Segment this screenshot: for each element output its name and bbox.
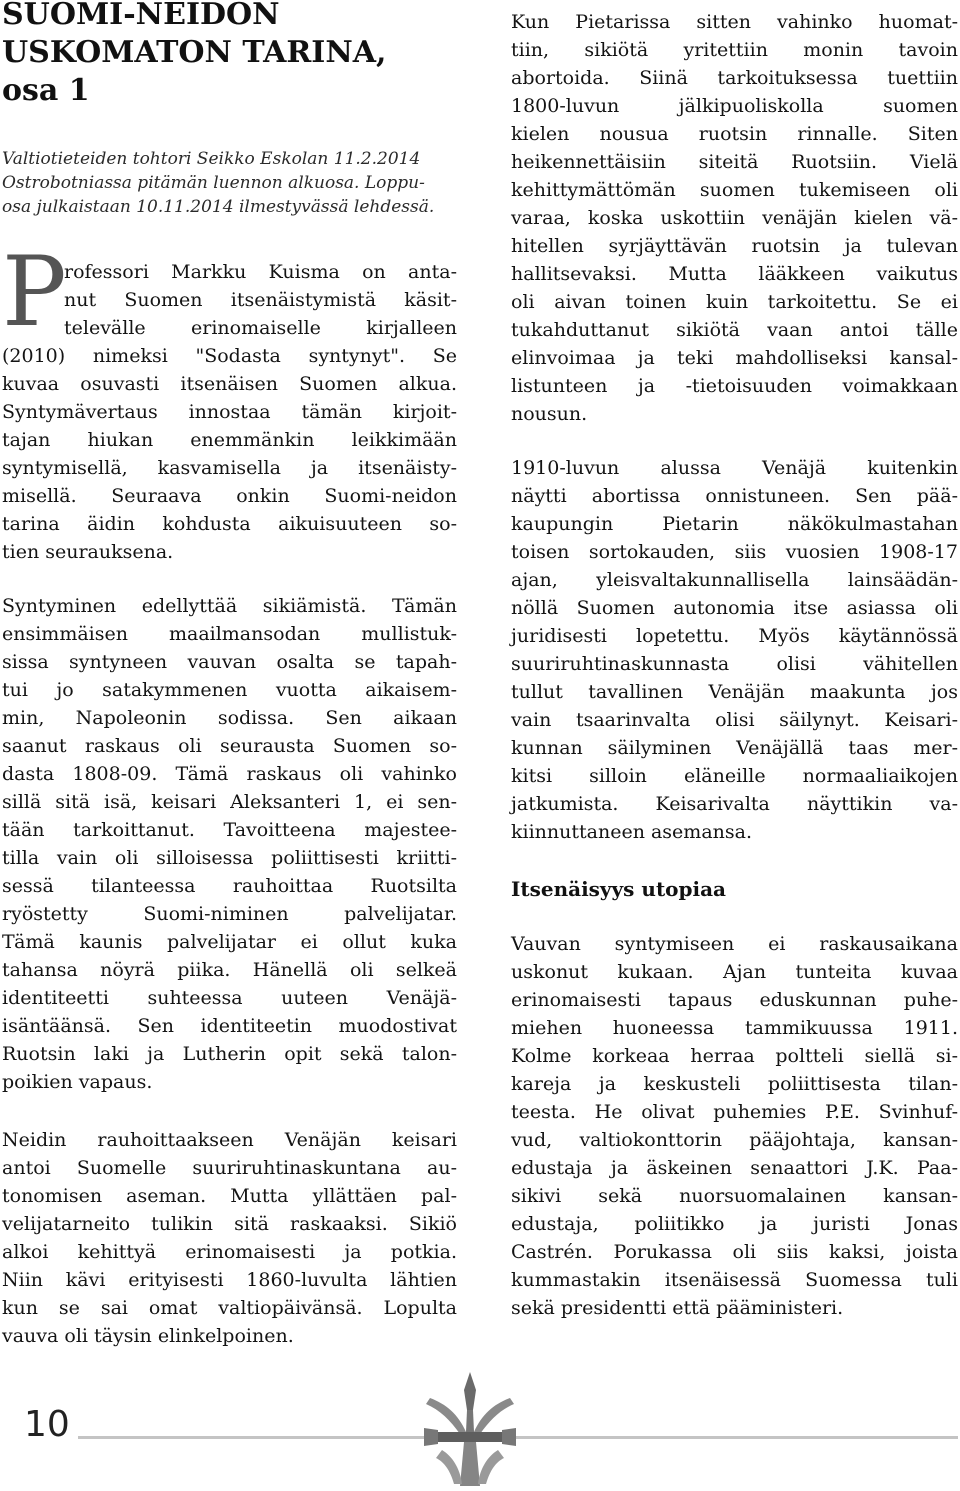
text-line: tonomisen aseman. Mutta yllättäen pal- <box>2 1185 457 1207</box>
text-line: Tämä kaunis palvelijatar ei ollut kuka <box>2 931 457 953</box>
paragraph-1910s <box>511 454 958 846</box>
text-line: oli aivan toinen kuin tarkoitettu. Se ei <box>511 291 958 313</box>
text-line: vauva oli täysin elinkelpoinen. <box>2 1325 294 1347</box>
text-line: Syntymävertaus innostaa tämän kirjoit- <box>2 401 457 423</box>
paragraph-birth <box>2 592 457 1096</box>
text-line: nut Suomen itsenäistymistä käsit- <box>64 289 457 311</box>
text-line: erinomaisesti tapaus eduskunnan puhe- <box>511 989 958 1011</box>
text-line: abortoida. Siinä tarkoituksessa tuettiin <box>511 67 958 89</box>
byline-line: osa julkaistaan 10.11.2014 ilmestyvässä lehdessä. <box>2 197 435 217</box>
text-line: syntymisellä, kasvamisella ja itsenäisty- <box>2 457 457 479</box>
page-number: 10 <box>24 1404 70 1445</box>
text-line: hitellen syrjäyttävän ruotsin ja tulevan <box>511 235 958 257</box>
text-line: ajan, yleisvaltakunnallisella lainsäädän- <box>511 569 958 591</box>
text-line: poikien vapaus. <box>2 1071 153 1093</box>
text-line: Neidin rauhoittaakseen Venäjän keisari <box>2 1129 457 1151</box>
paragraph-utopia <box>511 930 958 1322</box>
text-line: miehen huoneessa tammikuussa 1911. <box>511 1017 958 1039</box>
text-line: vain tsaarinvalta olisi säilynyt. Keisari- <box>511 709 958 731</box>
text-line: jatkumista. Keisarivalta näyttikin va- <box>511 793 958 815</box>
text-line: alkoi kehittyä erinomaisesti ja potkia. <box>2 1241 457 1263</box>
text-line: tajan hiukan enemmänkin leikkimään <box>2 429 457 451</box>
text-line: uskonut kukaan. Ajan tunteita kuvaa <box>511 961 958 983</box>
text-line: dasta 1808-09. Tämä raskaus oli vahinko <box>2 763 457 785</box>
text-line: isäntäänsä. Sen identiteetin muodostivat <box>2 1015 457 1037</box>
text-line: tui jo satakymmenen vuotta aikaisem- <box>2 679 457 701</box>
text-line: tien seurauksena. <box>2 541 174 563</box>
text-line: edustaja ja äskeinen senaattori J.K. Paa- <box>511 1157 958 1179</box>
text-line: ensimmäisen maailmansodan mullistuk- <box>2 623 457 645</box>
text-line: elinvoimaa ja teki mahdolliseksi kansal- <box>511 347 958 369</box>
text-line: kiinnuttaneen asemansa. <box>511 821 752 843</box>
text-line: toisen sortokauden, siis vuosien 1908-17 <box>511 541 958 563</box>
text-line: kehittymättömän suomen tukemiseen oli <box>511 179 958 201</box>
text-line: Kolme korkeaa herraa poltteli siellä si- <box>511 1045 958 1067</box>
jaeger-cross-emblem-icon <box>420 1370 520 1488</box>
text-line: rofessori Markku Kuisma on anta- <box>64 261 457 283</box>
text-line: identiteetti suhteessa uuteen Venäjä- <box>2 987 457 1009</box>
paragraph-abortion <box>511 8 958 428</box>
text-line: sikivi sekä nuorsuomalainen kansan- <box>511 1185 958 1207</box>
text-line: Vauvan syntymiseen ei raskausaikana <box>511 933 958 955</box>
text-line: heikennettäisiin siteitä Ruotsiin. Vielä <box>511 151 958 173</box>
text-line: juridisesti lopetettu. Myös käytännössä <box>511 625 958 647</box>
text-line: sissa syntyneen vauvan osalta se tapah- <box>2 651 457 673</box>
text-line: misellä. Seuraava onkin Suomi-neidon <box>2 485 457 507</box>
text-line: kareja ja keskusteli poliittisesta tilan- <box>511 1073 958 1095</box>
text-line: min, Napoleonin sodissa. Sen aikaan <box>2 707 457 729</box>
text-line: tukahduttanut sikiötä vaan antoi tälle <box>511 319 958 341</box>
section-heading: Itsenäisyys utopiaa <box>511 877 727 901</box>
title-line: USKOMATON TARINA, <box>2 35 387 70</box>
text-line: Niin kävi erityisesti 1860-luvulta lähtien <box>2 1269 457 1291</box>
title-line: SUOMI-NEIDON <box>2 0 280 32</box>
byline-line: Valtiotieteiden tohtori Seikko Eskolan 11.2.2014 <box>2 149 421 169</box>
drop-cap: P <box>2 236 67 348</box>
text-line: antoi Suomelle suuriruhtinaskuntana au- <box>2 1157 457 1179</box>
text-line: vud, valtiokonttorin pääjohtaja, kansan- <box>511 1129 958 1151</box>
text-line: Kun Pietarissa sitten vahinko huomat- <box>511 11 958 33</box>
intro-paragraph <box>2 258 457 566</box>
text-line: listunteen ja -tietoisuuden voimakkaan <box>511 375 958 397</box>
text-line: nöllä Suomen autonomia itse asiassa oli <box>511 597 958 619</box>
text-line: tarina äidin kohdusta aikuisuuteen so- <box>2 513 457 535</box>
text-line: kitsi silloin eläneille normaaliaikojen <box>511 765 958 787</box>
text-line: edustaja, poliitikko ja juristi Jonas <box>511 1213 958 1235</box>
text-line: kuvaa osuvasti itsenäisen Suomen alkua. <box>2 373 457 395</box>
text-line: hallitsevaksi. Mutta lääkkeen vaikutus <box>511 263 958 285</box>
text-line: sekä presidentti että pääministeri. <box>511 1297 844 1319</box>
byline-line: Ostrobotniassa pitämän luennon alkuosa. Loppu- <box>2 173 425 193</box>
text-line: Syntyminen edellyttää sikiämistä. Tämän <box>2 595 457 617</box>
text-line: suuriruhtinaskunnasta olisi vähitellen <box>511 653 958 675</box>
page-footer <box>0 1370 960 1491</box>
text-line: televälle erinomaiselle kirjalleen <box>64 317 457 339</box>
text-line: varaa, koska uskottiin venäjän kielen vä- <box>511 207 958 229</box>
text-line: 1800-luvun jälkipuoliskolla suomen <box>511 95 958 117</box>
paragraph-autonomy <box>2 1126 457 1350</box>
text-line: kun se sai omat valtiopäivänsä. Lopulta <box>2 1297 457 1319</box>
text-line: teesta. He olivat puhemies P.E. Svinhuf- <box>511 1101 958 1123</box>
text-line: (2010) nimeksi "Sodasta syntynyt". Se <box>2 345 457 367</box>
text-line: tahansa nöyrä piika. Hänellä oli selkeä <box>2 959 457 981</box>
text-line: tullut tavallinen Venäjän maakunta jos <box>511 681 958 703</box>
text-line: näytti abortissa onnistuneen. Sen pää- <box>511 485 958 507</box>
text-line: tiin, sikiötä yritettiin monin tavoin <box>511 39 958 61</box>
text-line: saanut raskaus oli seurausta Suomen so- <box>2 735 457 757</box>
article-byline <box>2 147 457 219</box>
text-line: kaupungin Pietarin näkökulmastahan <box>511 513 958 535</box>
text-line: kielen nousua ruotsin rinnalle. Siten <box>511 123 958 145</box>
text-line: sessä tilanteessa rauhoittaa Ruotsilta <box>2 875 457 897</box>
title-line: osa 1 <box>2 73 90 108</box>
text-line: tilla vain oli silloisessa poliittisesti kriitti- <box>2 847 457 869</box>
text-line: Castrén. Porukassa oli siis kaksi, joista <box>511 1241 958 1263</box>
text-line: 1910-luvun alussa Venäjä kuitenkin <box>511 457 958 479</box>
text-line: sillä sitä isä, keisari Aleksanteri 1, ei sen- <box>2 791 457 813</box>
text-line: tään tarkoittanut. Tavoitteena majestee- <box>2 819 457 841</box>
text-line: kummastakin itsenäisessä Suomessa tuli <box>511 1269 958 1291</box>
text-line: velijatarneito tulikin sitä raskaaksi. Sikiö <box>2 1213 457 1235</box>
text-line: kunnan säilyminen Venäjällä taas mer- <box>511 737 958 759</box>
article-title <box>2 0 457 110</box>
text-line: Ruotsin laki ja Lutherin opit sekä talon- <box>2 1043 457 1065</box>
text-line: ryöstetty Suomi-niminen palvelijatar. <box>2 903 457 925</box>
text-line: nousun. <box>511 403 588 425</box>
